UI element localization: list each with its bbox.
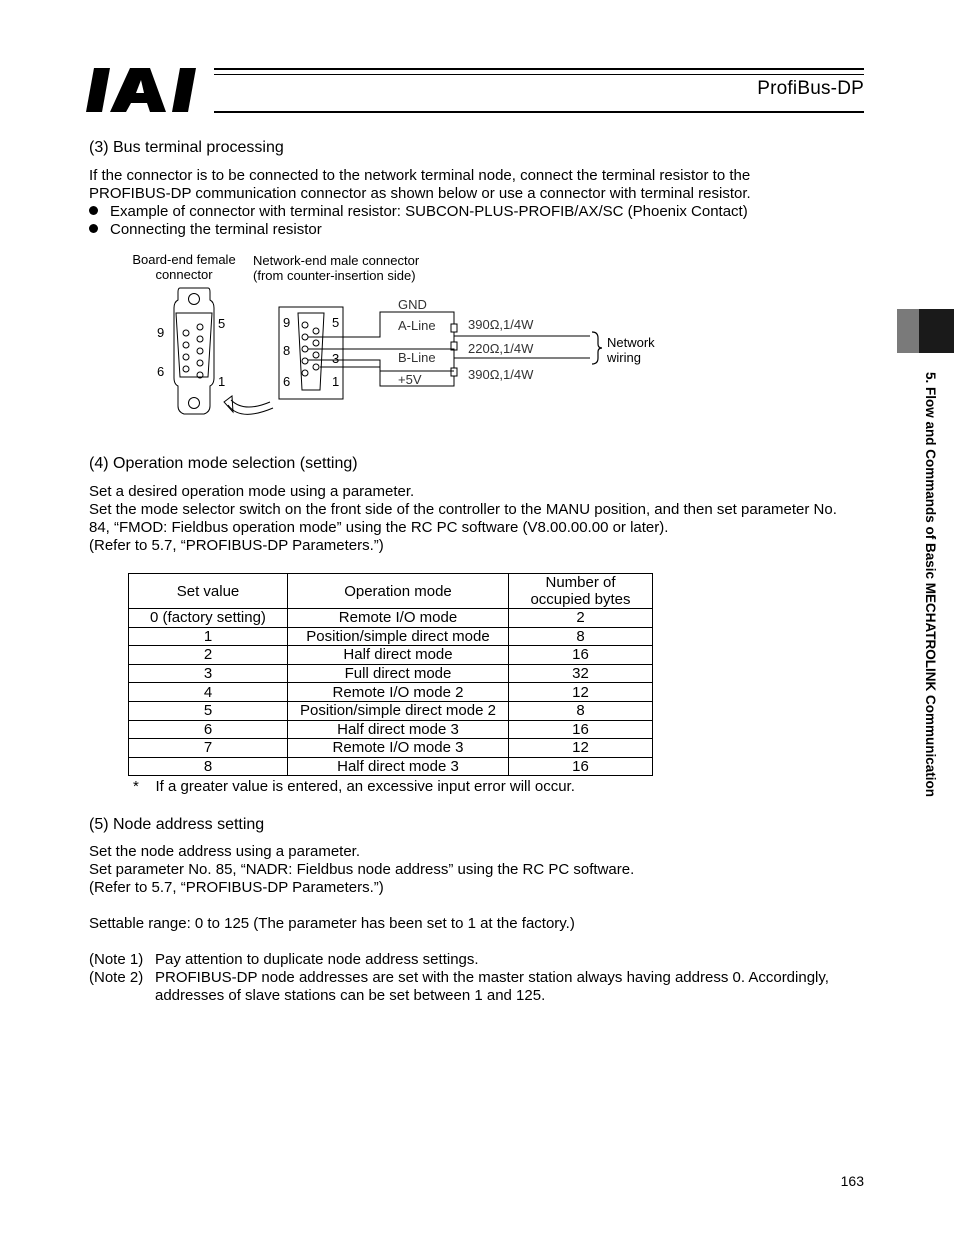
table-row <box>129 757 653 776</box>
cell-bytes: 16 <box>509 646 653 665</box>
table-row <box>129 720 653 739</box>
section5-line4: Settable range: 0 to 125 (The parameter has been set to 1 at the factory.) <box>89 915 575 932</box>
chapter-side-label <box>918 372 938 872</box>
section4-line2: Set the mode selector switch on the front side of the controller to the MANU position, and then set parameter No. <box>89 501 837 518</box>
cell-set-value: 6 <box>129 720 288 739</box>
right-pin-6: 6 <box>283 374 291 389</box>
right-pin-8: 8 <box>283 343 291 358</box>
right-pin-9: 9 <box>283 315 291 330</box>
terminal-resistor-diagram <box>140 280 620 425</box>
cell-set-value: 3 <box>129 664 288 683</box>
col3-line1: Number of <box>545 574 616 591</box>
board-label-line1: Board-end female <box>132 252 236 267</box>
col-set-value: Set value <box>129 574 288 609</box>
resistor3-label: 390Ω,1/4W <box>468 367 534 382</box>
note2 <box>89 969 829 987</box>
bullet-dot <box>89 206 98 215</box>
resistor1-label: 390Ω,1/4W <box>468 317 534 332</box>
table-row <box>129 664 653 683</box>
bullet-dot <box>89 224 98 233</box>
cell-mode: Remote I/O mode 2 <box>288 683 509 702</box>
cell-bytes: 2 <box>509 609 653 628</box>
section4-line1: Set a desired operation mode using a parameter. <box>89 483 415 500</box>
table-header-row <box>129 574 653 609</box>
cell-set-value: 2 <box>129 646 288 665</box>
section4-line3: 84, “FMOD: Fieldbus operation mode” using the RC PC software (V8.00.00.00 or later). <box>89 519 669 536</box>
note1-text: Pay attention to duplicate node address settings. <box>155 951 479 968</box>
b-line-label: B-Line <box>398 350 436 365</box>
cell-mode: Half direct mode 3 <box>288 720 509 739</box>
section5-line3: (Refer to 5.7, “PROFIBUS-DP Parameters.”) <box>89 879 384 896</box>
header-title: ProfiBus-DP <box>757 78 864 99</box>
network-wiring-line1: Network <box>607 335 655 350</box>
operation-mode-table <box>128 573 653 776</box>
network-brace <box>592 332 602 364</box>
left-pin-9: 9 <box>157 325 165 340</box>
cell-set-value: 4 <box>129 683 288 702</box>
col3-line2: occupied bytes <box>530 591 631 608</box>
left-pin-1: 1 <box>218 374 226 389</box>
section3-bullet2 <box>89 221 322 239</box>
cell-bytes: 12 <box>509 683 653 702</box>
note1-tag: (Note 1) <box>89 951 144 968</box>
bullet2-text: Connecting the terminal resistor <box>110 221 322 238</box>
header-rule-top <box>214 68 864 70</box>
section3-para-line1: If the connector is to be connected to the network terminal node, connect the terminal resistor to the <box>89 167 751 184</box>
cell-bytes: 12 <box>509 739 653 758</box>
cell-bytes: 8 <box>509 627 653 646</box>
iai-logo <box>86 66 216 114</box>
left-pin-5: 5 <box>218 316 226 331</box>
cell-bytes: 8 <box>509 701 653 720</box>
right-pin-1: 1 <box>332 374 340 389</box>
a-line-label: A-Line <box>398 318 436 333</box>
cell-mode: Half direct mode <box>288 646 509 665</box>
table-row <box>129 739 653 758</box>
cell-mode: Remote I/O mode 3 <box>288 739 509 758</box>
section4-line4: (Refer to 5.7, “PROFIBUS-DP Parameters.”) <box>89 537 384 554</box>
cell-set-value: 8 <box>129 757 288 776</box>
section3-heading: (3) Bus terminal processing <box>89 139 284 156</box>
right-pin-5: 5 <box>332 315 340 330</box>
section3-bullet1 <box>89 203 748 221</box>
table-row <box>129 646 653 665</box>
cell-bytes: 16 <box>509 720 653 739</box>
cell-mode: Half direct mode 3 <box>288 757 509 776</box>
chapter-side-text: 5. Flow and Commands of Basic MECHATROLINK Communication <box>923 372 938 798</box>
right-pin-3: 3 <box>332 351 340 366</box>
chapter-tab-dark <box>919 309 954 353</box>
cell-bytes: 32 <box>509 664 653 683</box>
note2-text-line2: addresses of slave stations can be set between 1 and 125. <box>155 987 546 1004</box>
cell-mode: Position/simple direct mode <box>288 627 509 646</box>
cell-mode: Position/simple direct mode 2 <box>288 701 509 720</box>
note1 <box>89 951 479 969</box>
header-rule-bottom <box>214 111 864 113</box>
network-connector-label <box>253 253 419 283</box>
section5-line1: Set the node address using a parameter. <box>89 843 361 860</box>
left-pin-6: 6 <box>157 364 165 379</box>
cell-set-value: 1 <box>129 627 288 646</box>
page-number: 163 <box>840 1173 864 1189</box>
network-wiring-line2: wiring <box>607 350 641 365</box>
bullet1-text: Example of connector with terminal resistor: SUBCON-PLUS-PROFIB/AX/SC (Phoenix Contact) <box>110 203 748 220</box>
note2-tag: (Note 2) <box>89 969 144 986</box>
header-rule-mid <box>214 74 864 75</box>
table-row <box>129 609 653 628</box>
plus5v-label: +5V <box>398 372 422 387</box>
network-wiring-label <box>607 335 655 365</box>
cell-mode: Full direct mode <box>288 664 509 683</box>
table-footnote: * If a greater value is entered, an excessive input error will occur. <box>133 778 575 795</box>
cell-mode: Remote I/O mode <box>288 609 509 628</box>
table-row <box>129 701 653 720</box>
section5-line2: Set parameter No. 85, “NADR: Fieldbus node address” using the RC PC software. <box>89 861 635 878</box>
board-label-line2: connector <box>155 267 213 282</box>
cell-set-value: 0 (factory setting) <box>129 609 288 628</box>
cell-set-value: 5 <box>129 701 288 720</box>
network-label-line1: Network-end male connector <box>253 253 420 268</box>
section5-heading: (5) Node address setting <box>89 816 265 833</box>
col-operation-mode: Operation mode <box>288 574 509 609</box>
chapter-tab-grey <box>897 309 919 353</box>
section4-heading: (4) Operation mode selection (setting) <box>89 455 358 472</box>
female-connector <box>174 288 214 414</box>
section3-para-line2: PROFIBUS-DP communication connector as shown below or use a connector with terminal resistor. <box>89 185 751 202</box>
cell-set-value: 7 <box>129 739 288 758</box>
gnd-label: GND <box>398 297 427 312</box>
col-occupied-bytes <box>509 574 653 609</box>
resistor2-label: 220Ω,1/4W <box>468 341 534 356</box>
table-row <box>129 627 653 646</box>
network-label-line2: (from counter-insertion side) <box>253 268 416 283</box>
note2-text-line1: PROFIBUS-DP node addresses are set with the master station always having address 0. Accordingly, <box>155 969 829 986</box>
flip-arrow-icon <box>224 396 273 414</box>
table-row <box>129 683 653 702</box>
cell-bytes: 16 <box>509 757 653 776</box>
wiring-lines <box>308 312 590 386</box>
board-connector-label <box>126 252 242 282</box>
